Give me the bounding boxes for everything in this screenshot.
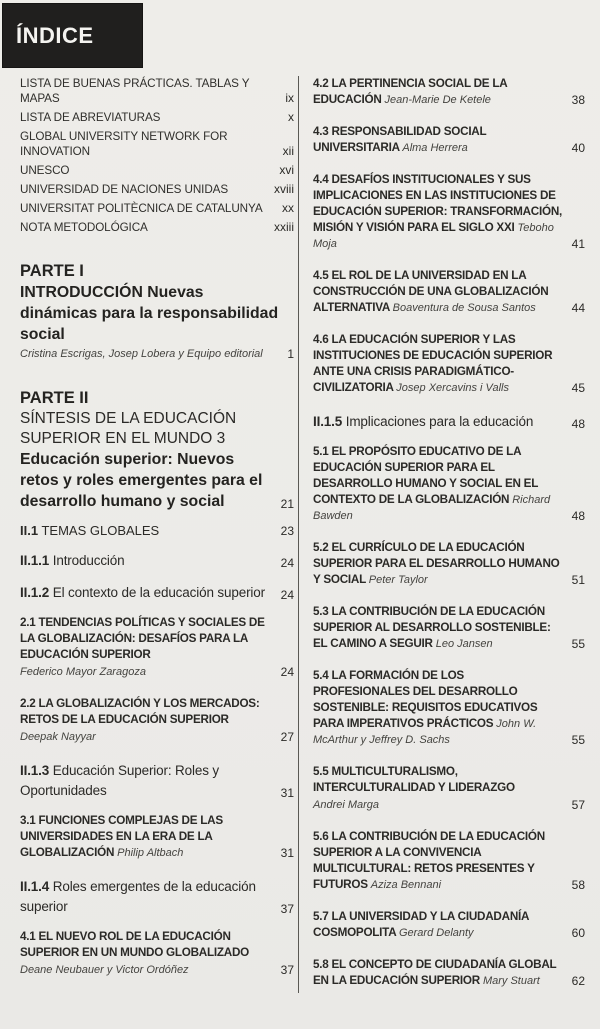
entry-text <box>20 761 273 801</box>
part-caps-title: SÍNTESIS DE LA EDUCACIÓN SUPERIOR EN EL MUNDO 3 <box>20 410 237 447</box>
entry-title: LISTA DE ABREVIATURAS <box>20 111 161 124</box>
entry-title: LA UNIVERSIDAD Y LA CIUDADANÍA COSMOPOLITA <box>313 910 529 939</box>
entry-text <box>20 583 273 603</box>
entry-line <box>20 522 273 539</box>
page-number: 40 <box>571 141 585 155</box>
entry-number: II.1 <box>20 523 39 538</box>
entry-number: 5.8 <box>313 958 329 971</box>
toc-entry <box>20 76 294 106</box>
toc-entry <box>313 668 585 748</box>
entry-text <box>313 332 564 396</box>
toc-entry <box>20 110 294 125</box>
toc-entry <box>20 201 294 216</box>
entry-number: 5.5 <box>313 765 329 778</box>
entry-number: 5.4 <box>313 669 329 682</box>
entry-line <box>20 877 273 917</box>
page-number: 21 <box>280 497 294 511</box>
entry-number: II.1.2 <box>20 585 50 600</box>
toc-entry <box>20 388 294 512</box>
entry-number: II.1.3 <box>20 763 50 778</box>
entry-text <box>20 129 275 159</box>
entry-title: LA CONTRIBUCIÓN DE LA EDUCACIÓN SUPERIOR A LA CONVIVENCIA MULTICULTURAL: RETOS PRESENTES Y FUTUROS <box>313 830 545 891</box>
page-title: ÍNDICE <box>16 22 94 48</box>
entry-text <box>20 813 273 861</box>
page-number: 55 <box>571 637 585 651</box>
entry-line <box>313 412 564 432</box>
part-label: PARTE I <box>20 262 84 280</box>
entry-title: UNESCO <box>20 164 70 177</box>
page-number: 23 <box>280 524 294 538</box>
toc-entry <box>313 124 585 156</box>
toc-entry <box>313 444 585 524</box>
page-number: xvi <box>279 163 294 177</box>
entry-title: UNIVERSIDAD DE NACIONES UNIDAS <box>20 183 229 196</box>
entry-author: Teboho Moja <box>313 222 554 250</box>
page-number: 38 <box>571 93 585 107</box>
entry-line <box>313 668 564 748</box>
entry-title: LISTA DE BUENAS PRÁCTICAS. TABLAS Y MAPAS <box>20 77 250 105</box>
entry-title: LA EDUCACIÓN SUPERIOR Y LAS INSTITUCIONES DE EDUCACIÓN SUPERIOR ANTE UNA CRISIS PARADIGMÁTICO-CIVILIZATORIA <box>313 333 553 394</box>
entry-title: EL CONCEPTO DE CIUDADANÍA GLOBAL EN LA EDUCACIÓN SUPERIOR <box>313 958 557 987</box>
page-number: 45 <box>571 381 585 395</box>
entry-line <box>313 444 564 524</box>
entry-text <box>20 76 277 106</box>
page-number: 31 <box>280 786 294 800</box>
entry-text <box>313 604 564 652</box>
header-box <box>3 4 142 67</box>
entry-number: 4.6 <box>313 333 329 346</box>
entry-line <box>313 764 564 796</box>
entry-title: GLOBAL UNIVERSITY NETWORK FOR INNOVATION <box>20 130 228 158</box>
page-number: 24 <box>280 588 294 602</box>
entry-line <box>313 332 564 396</box>
entry-number: 5.6 <box>313 830 329 843</box>
entry-number: 4.5 <box>313 269 329 282</box>
page-number: 24 <box>280 665 294 679</box>
entry-title: LA PERTINENCIA SOCIAL DE LA EDUCACIÓN <box>313 77 507 106</box>
entry-author: Boaventura de Sousa Santos <box>392 302 536 314</box>
toc-entry <box>313 332 585 396</box>
page-number: xviii <box>274 182 294 196</box>
page-number: x <box>288 110 294 124</box>
entry-line <box>20 761 273 801</box>
page-number: 37 <box>280 902 294 916</box>
page-number: 58 <box>571 878 585 892</box>
entry-number: 5.3 <box>313 605 329 618</box>
page-number: xxiii <box>274 220 294 234</box>
entry-line <box>313 909 564 941</box>
entry-author: Alma Herrera <box>402 142 468 154</box>
entry-line <box>20 615 273 663</box>
part-label: PARTE II <box>20 389 89 407</box>
entry-author: Richard Bawden <box>313 494 551 522</box>
page-number: 41 <box>571 237 585 251</box>
column-divider <box>298 76 299 993</box>
entry-title: TEMAS GLOBALES <box>41 523 160 538</box>
entry-author: Mary Stuart <box>482 975 540 987</box>
toc-entry <box>20 929 294 978</box>
page-number: 60 <box>571 926 585 940</box>
entry-text <box>20 929 273 978</box>
entry-title: Introducción <box>52 553 125 568</box>
entry-text <box>20 388 273 512</box>
page-number: 44 <box>571 301 585 315</box>
entry-author: John W. McArthur y Jeffrey D. Sachs <box>313 718 537 746</box>
toc-entry <box>20 583 294 603</box>
entry-line <box>20 813 273 861</box>
toc-entry <box>20 615 294 680</box>
entry-text <box>20 261 279 362</box>
entry-number: II.1.5 <box>313 414 343 429</box>
entry-text <box>20 615 273 680</box>
entry-text <box>313 76 564 108</box>
entry-text <box>313 268 564 316</box>
entry-line <box>313 540 564 588</box>
entry-text <box>20 220 266 235</box>
entry-title: LA FORMACIÓN DE LOS PROFESIONALES DEL DESARROLLO SOSTENIBLE: REQUISITOS EDUCATIVOS PARA IMPERATIVOS PRÁCTICOS <box>313 669 538 730</box>
entry-text <box>313 668 564 748</box>
toc-entry <box>20 163 294 178</box>
entry-title: LA GLOBALIZACIÓN Y LOS MERCADOS: RETOS DE LA EDUCACIÓN SUPERIOR <box>20 697 260 726</box>
toc-entry <box>313 957 585 989</box>
entry-line <box>20 583 273 603</box>
entry-text <box>313 444 564 524</box>
toc-entry <box>313 412 585 432</box>
page-number: 48 <box>571 417 585 431</box>
entry-number: 5.7 <box>313 910 329 923</box>
toc-entry <box>20 696 294 745</box>
entry-text <box>313 412 564 432</box>
toc-entry <box>20 551 294 571</box>
entry-author: Cristina Escrigas, Josep Lobera y Equipo editorial <box>20 348 263 360</box>
entry-title: EL ROL DE LA UNIVERSIDAD EN LA CONSTRUCCIÓN DE UNA GLOBALIZACIÓN ALTERNATIVA <box>313 269 549 314</box>
entry-text <box>20 551 273 571</box>
entry-author: Josep Xercavins i Valls <box>396 382 509 394</box>
toc-entry <box>20 129 294 159</box>
toc-column-right <box>313 76 585 1005</box>
entry-line <box>313 172 564 252</box>
entry-number: 2.1 <box>20 616 36 629</box>
entry-author: Peter Taylor <box>368 574 428 586</box>
toc-entry <box>20 182 294 197</box>
entry-number: II.1.4 <box>20 879 50 894</box>
entry-title: El contexto de la educación superior <box>52 585 265 600</box>
toc-entry <box>313 829 585 893</box>
page-number: 27 <box>280 730 294 744</box>
toc-entry <box>20 220 294 235</box>
entry-number: II.1.1 <box>20 553 50 568</box>
page-number: 62 <box>571 974 585 988</box>
entry-title: UNIVERSITAT POLITÈCNICA DE CATALUNYA <box>20 202 263 215</box>
entry-number: 3.1 <box>20 814 36 827</box>
entry-number: 4.4 <box>313 173 329 186</box>
toc-entry <box>20 261 294 362</box>
entry-title: Roles emergentes de la educación superior <box>20 879 256 914</box>
entry-title: DESAFÍOS INSTITUCIONALES Y SUS IMPLICACIONES EN LAS INSTITUCIONES DE EDUCACIÓN SUPERIOR: TRANSFORMACIÓN, MISIÓN Y VISIÓN PARA EL SIGLO XXI <box>313 173 563 234</box>
entry-title: FUNCIONES COMPLEJAS DE LAS UNIVERSIDADES EN LA ERA DE LA GLOBALIZACIÓN <box>20 814 223 859</box>
entry-title: TENDENCIAS POLÍTICAS Y SOCIALES DE LA GLOBALIZACIÓN: DESAFÍOS PARA LA EDUCACIÓN SUPERIOR <box>20 616 265 661</box>
entry-text <box>313 172 564 252</box>
entry-author: Deane Neubauer y Victor Ordóñez <box>20 964 189 976</box>
entry-title: RESPONSABILIDAD SOCIAL UNIVERSITARIA <box>313 125 487 154</box>
page-number: xx <box>282 201 294 215</box>
entry-text <box>20 696 273 745</box>
entry-number: 4.1 <box>20 930 36 943</box>
entry-text <box>313 957 564 989</box>
entry-text <box>313 909 564 941</box>
entry-title: EL PROPÓSITO EDUCATIVO DE LA EDUCACIÓN SUPERIOR PARA EL DESARROLLO HUMANO Y SOCIAL EN EL CONTEXTO DE LA GLOBALIZACIÓN <box>313 445 538 506</box>
entry-text <box>20 522 273 539</box>
toc-entry <box>313 76 585 108</box>
part-main-title: INTRODUCCIÓN Nuevas dinámicas para la responsabilidad social <box>20 284 279 343</box>
entry-title: EL CURRÍCULO DE LA EDUCACIÓN SUPERIOR PARA EL DESARROLLO HUMANO Y SOCIAL <box>313 541 560 586</box>
page-number: xii <box>282 144 294 158</box>
page-number: 57 <box>571 798 585 812</box>
entry-author: Philip Altbach <box>117 847 184 859</box>
toc-column-left <box>20 76 294 994</box>
page-number: 24 <box>280 556 294 570</box>
page-number: ix <box>285 91 294 105</box>
entry-line <box>313 604 564 652</box>
entry-number: 2.2 <box>20 697 36 710</box>
entry-author: Deepak Nayyar <box>20 731 96 743</box>
entry-line <box>313 268 564 316</box>
page-number: 48 <box>571 509 585 523</box>
entry-text <box>313 124 564 156</box>
entry-title: EL NUEVO ROL DE LA EDUCACIÓN SUPERIOR EN UN MUNDO GLOBALIZADO <box>20 930 249 959</box>
entry-line <box>20 929 273 961</box>
entry-line <box>313 124 564 156</box>
entry-text <box>20 163 271 178</box>
entry-line <box>313 829 564 893</box>
entry-line <box>20 696 273 728</box>
toc-entry <box>313 604 585 652</box>
toc-entry <box>313 540 585 588</box>
entry-author: Andrei Marga <box>313 799 380 811</box>
entry-text <box>20 110 280 125</box>
entry-text <box>20 877 273 917</box>
entry-author: Leo Jansen <box>435 638 493 650</box>
entry-author: Aziza Bennani <box>370 879 442 891</box>
page-number: 1 <box>287 347 294 361</box>
page-number: 55 <box>571 733 585 747</box>
entry-number: 5.1 <box>313 445 329 458</box>
entry-title: Implicaciones para la educación <box>345 414 534 429</box>
entry-author: Gerard Delanty <box>398 927 474 939</box>
page-number: 51 <box>571 573 585 587</box>
part-main-title: Educación superior: Nuevos retos y roles emergentes para el desarrollo humano y social <box>20 451 263 510</box>
toc-entry <box>20 813 294 861</box>
page-number: 31 <box>280 846 294 860</box>
entry-line <box>20 551 273 571</box>
entry-text <box>313 829 564 893</box>
entry-line <box>313 957 564 989</box>
toc-entry <box>313 909 585 941</box>
entry-author: Jean-Marie De Ketele <box>384 94 491 106</box>
toc-entry <box>20 877 294 917</box>
entry-text <box>20 182 266 197</box>
toc-entry <box>20 522 294 539</box>
entry-text <box>313 540 564 588</box>
entry-text <box>313 764 564 813</box>
entry-text <box>20 201 274 216</box>
entry-title: NOTA METODOLÓGICA <box>20 221 148 234</box>
toc-entry <box>313 268 585 316</box>
entry-number: 5.2 <box>313 541 329 554</box>
page-number: 37 <box>280 963 294 977</box>
entry-number: 4.2 <box>313 77 329 90</box>
entry-number: 4.3 <box>313 125 329 138</box>
entry-title: LA CONTRIBUCIÓN DE LA EDUCACIÓN SUPERIOR AL DESARROLLO SOSTENIBLE: EL CAMINO A SEGUIR <box>313 605 551 650</box>
entry-line <box>313 76 564 108</box>
entry-author: Federico Mayor Zaragoza <box>20 666 146 678</box>
toc-entry <box>20 761 294 801</box>
toc-entry <box>313 172 585 252</box>
toc-entry <box>313 764 585 813</box>
entry-title: MULTICULTURALISMO, INTERCULTURALIDAD Y LIDERAZGO <box>313 765 515 794</box>
entry-title: Educación Superior: Roles y Oportunidades <box>20 763 220 798</box>
